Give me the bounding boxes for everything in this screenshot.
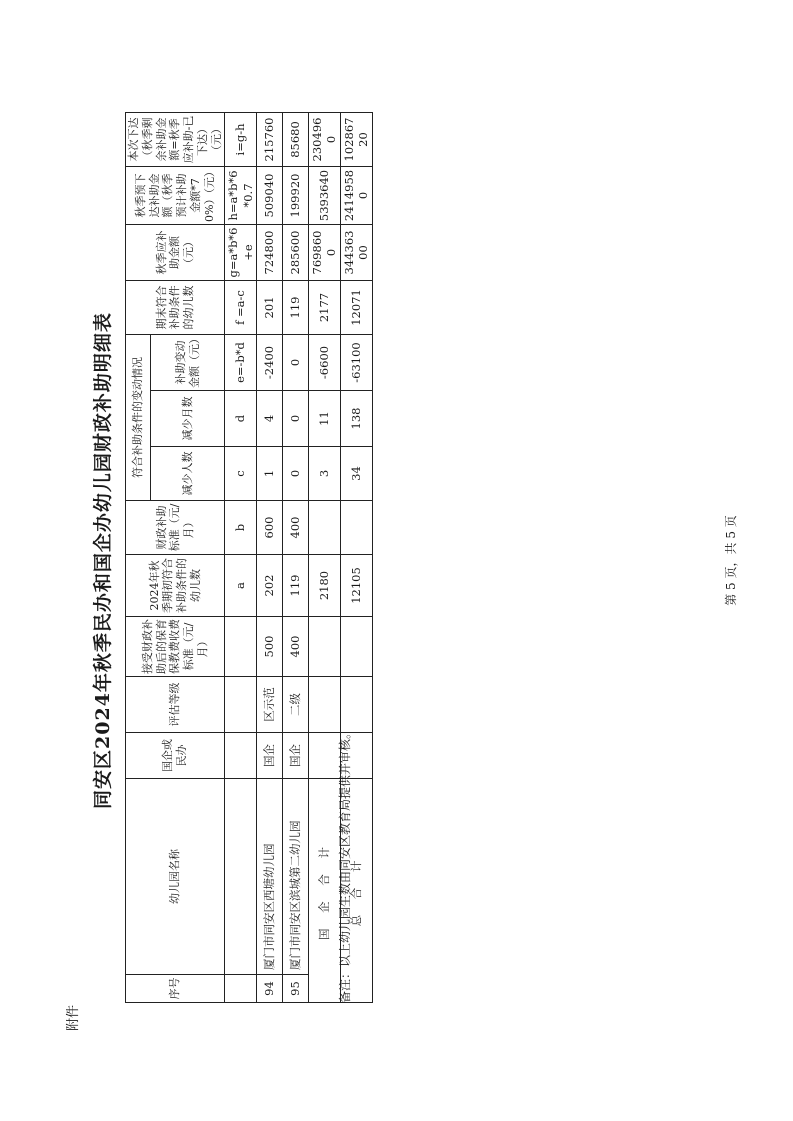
formula-cell	[225, 975, 257, 1003]
cell-h: 509040	[257, 167, 283, 225]
formula-cell: d	[225, 391, 257, 447]
cell-a: 119	[283, 555, 309, 617]
cell-g: 285600	[283, 225, 309, 281]
cell-h: 5393640	[309, 167, 341, 225]
cell-grade: 二级	[283, 677, 309, 733]
cell-grade: 区示范	[257, 677, 283, 733]
formula-cell: h=a*b*6*0.7	[225, 167, 257, 225]
cell-e: 0	[283, 335, 309, 391]
cell-i: 85680	[283, 113, 309, 167]
header-autumn-due: 秋季应补助金额（元）	[126, 225, 225, 281]
formula-cell: c	[225, 447, 257, 501]
cell-grade	[309, 677, 341, 733]
header-pre-issued: 秋季预下达补助金额（秋季预计补助金额*70%）（元）	[126, 167, 225, 225]
cell-h: 24149580	[340, 167, 372, 225]
cell-b	[309, 501, 341, 555]
header-fee: 接受财政补助后的保育保教费收费标准（元/月）	[126, 617, 225, 677]
header-subsidy-std: 财政补助标准（元/月）	[126, 501, 225, 555]
cell-f: 201	[257, 281, 283, 335]
cell-i: 2304960	[309, 113, 341, 167]
header-change-amount: 补助变动金额（元）	[151, 335, 225, 391]
cell-c: 1	[257, 447, 283, 501]
header-row-1	[126, 113, 151, 1003]
table-row	[257, 113, 283, 1003]
cell-fee: 400	[283, 617, 309, 677]
formula-cell: e=-b*d	[225, 335, 257, 391]
formula-cell: a	[225, 555, 257, 617]
cell-e: -6600	[309, 335, 341, 391]
cell-h: 199920	[283, 167, 309, 225]
header-reduce-people: 减少人数	[151, 447, 225, 501]
cell-g: 724800	[257, 225, 283, 281]
formula-cell	[225, 677, 257, 733]
cell-i: 10286720	[340, 113, 372, 167]
cell-g: 7698600	[309, 225, 341, 281]
formula-cell: i=g-h	[225, 113, 257, 167]
cell-grade	[340, 677, 372, 733]
cell-seq: 95	[283, 975, 309, 1003]
header-change-group: 符合补助条件的变动情况	[126, 335, 151, 501]
attachment-label: 附件	[66, 1004, 81, 1031]
cell-i: 215760	[257, 113, 283, 167]
formula-cell	[225, 733, 257, 779]
cell-f: 12071	[340, 281, 372, 335]
formula-cell: b	[225, 501, 257, 555]
header-name: 幼儿园名称	[126, 779, 225, 975]
header-type: 国企或民办	[126, 733, 225, 779]
cell-type: 国企	[283, 733, 309, 779]
cell-b: 400	[283, 501, 309, 555]
cell-d: 0	[283, 391, 309, 447]
total-label: 总 合 计	[340, 779, 372, 1003]
header-reduce-months: 减少月数	[151, 391, 225, 447]
cell-d: 4	[257, 391, 283, 447]
cell-fee	[309, 617, 341, 677]
cell-b	[340, 501, 372, 555]
cell-c: 0	[283, 447, 309, 501]
header-seq: 序号	[126, 975, 225, 1003]
cell-d: 11	[309, 391, 341, 447]
cell-a: 12105	[340, 555, 372, 617]
cell-c: 34	[340, 447, 372, 501]
cell-name: 厦门市同安区滨城第二幼儿园	[283, 779, 309, 975]
cell-f: 119	[283, 281, 309, 335]
formula-cell	[225, 779, 257, 975]
formula-row	[225, 113, 257, 1003]
cell-c: 3	[309, 447, 341, 501]
cell-b: 600	[257, 501, 283, 555]
cell-e: -63100	[340, 335, 372, 391]
cell-e: -2400	[257, 335, 283, 391]
header-end-count: 期末符合补助条件的幼儿数	[126, 281, 225, 335]
formula-cell: f =a-c	[225, 281, 257, 335]
header-count2024: 2024年秋季期初符合补助条件的幼儿数	[126, 555, 225, 617]
cell-f: 2177	[309, 281, 341, 335]
formula-cell: g=a*b*6+e	[225, 225, 257, 281]
cell-name: 厦门市同安区西塘幼儿园	[257, 779, 283, 975]
cell-a: 2180	[309, 555, 341, 617]
page-title: 同安区2024年秋季民办和国企办幼儿园财政补助明细表	[92, 312, 114, 809]
formula-cell	[225, 617, 257, 677]
subtotal-label: 国 企 合 计	[309, 779, 341, 1003]
table-row	[283, 113, 309, 1003]
footnote: 备注：以上幼儿园生数由同安区教育局提供并审核。	[338, 726, 352, 1003]
cell-fee: 500	[257, 617, 283, 677]
cell-d: 138	[340, 391, 372, 447]
cell-type: 国企	[257, 733, 283, 779]
cell-a: 202	[257, 555, 283, 617]
cell-fee	[340, 617, 372, 677]
header-grade: 评估等级	[126, 677, 225, 733]
header-this-issue: 本次下达（秋季剩余补助金额=秋季应补助-已下达）（元）	[126, 113, 225, 167]
page-number: 第 5 页，共 5 页	[724, 515, 738, 606]
cell-seq: 94	[257, 975, 283, 1003]
cell-g: 34436300	[340, 225, 372, 281]
